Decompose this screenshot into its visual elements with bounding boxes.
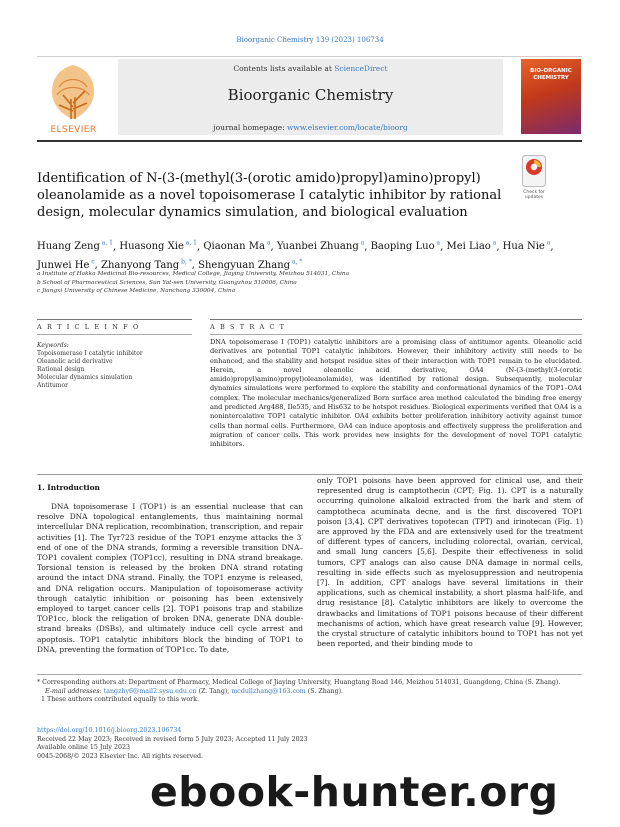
author[interactable] (37, 260, 95, 271)
intro-right-column: only TOP1 poisons have been approved for clinical use, and their represented drug is camptothecin (CPT; Fig. 1). CPT is a naturally occurring quinolone alkaloid extracted from the bark and stem of camptotheca acuminata decne, and is the first discovered TOP1 poison [3,4]. CPT derivatives topotecan (TPT) and irinotecan (Fig. 1) are approved by the FDA and are extensively used for the treatment of different types of cancers, including colorectal, ovarian, cervical, and small lung cancers [5,6]. Despite their effectiveness in solid tumors, CPT analogs can also cause DNA damage in normal cells, resulting in side effects such as myelosuppression and neutropenia [7]. In addition, CPT analogs have several limitations in their applications, such as chemical instability, a short plasma half-life, and drug resistance [8]. Catalytic inhibitors are likely to overcome the drawbacks and limitations of TOP1 poisons because of their different mechanisms of action, which have great research value [9]. However, the crystal structure of catalytic inhibitors bound to TOP1 has not yet been reported, and their binding mode to (317, 476, 583, 649)
author-affiliation-mark[interactable]: a (358, 240, 365, 247)
email-link-tang[interactable]: tangzhy6@mail2.sysu.edu.cn (103, 687, 197, 695)
email-owner-tang: (Z. Tang), (198, 687, 230, 695)
abstract-end-rule (37, 474, 582, 475)
author[interactable] (503, 241, 551, 252)
abstract-heading: A B S T R A C T (210, 323, 286, 331)
author-affiliation-mark[interactable]: b, * (179, 258, 192, 266)
available-online: Available online 15 July 2023 (37, 744, 131, 752)
contents-line (118, 64, 503, 73)
publisher-name: ELSEVIER (50, 125, 97, 135)
keywords-label: Keywords: (37, 342, 69, 349)
homepage-line (118, 123, 503, 132)
author-affiliation-mark[interactable]: a, 1 (99, 240, 113, 247)
journal-title: Bioorganic Chemistry (227, 86, 394, 104)
check-updates-line-1: Check for (523, 190, 545, 195)
author-name: Yuanbei Zhuang (276, 241, 359, 253)
author-affiliation-mark[interactable]: c (89, 258, 95, 266)
author-name: Qiaonan Ma (203, 241, 265, 253)
email-line (37, 688, 582, 697)
affiliation-a: a Institute of Hakka Medicinal Bio-resources, Medical College, Jiaying University, Meizhou 514031, China (37, 271, 350, 277)
keyword-item: Topoisomerase I catalytic inhibitor (37, 350, 143, 357)
author[interactable] (277, 241, 364, 252)
keywords-block (37, 342, 187, 390)
email-owner-zhang: (S. Zhang). (307, 687, 344, 695)
author-name: Zhanyong Tang (101, 259, 180, 271)
sciencedirect-link[interactable]: ScienceDirect (334, 64, 388, 73)
homepage-prefix: journal homepage: (213, 123, 288, 132)
author-affiliation-mark[interactable]: a (434, 240, 441, 247)
corresponding-note: * Corresponding authors at: Department of Pharmacy, Medical College of Jiaying University, Huangtang Road 146, Meizhou 514031, Guangdong, China (S. Zhang). (37, 679, 561, 686)
author[interactable] (446, 241, 496, 252)
affiliations (37, 270, 537, 296)
author-affiliation-mark[interactable]: a, * (290, 258, 303, 266)
author-name: Hua Nie (502, 241, 545, 253)
author[interactable] (119, 241, 197, 252)
author-name: Baoping Luo (370, 241, 435, 253)
author-name: Shengyuan Zhang (198, 259, 291, 271)
affiliation-b: b School of Pharmaceutical Sciences, Sun Yat-sen University, Guangzhou 510006, China (37, 279, 297, 286)
author[interactable] (371, 241, 441, 252)
article-metadata (37, 727, 437, 761)
keyword-item: Molecular dynamics simulation (37, 374, 133, 381)
header-top-rule (37, 56, 582, 57)
author-name: Huasong Xie (119, 241, 184, 253)
check-for-updates-label (512, 190, 556, 200)
intro-left-column: DNA topoisomerase I (TOP1) is an essential nuclease that can resolve DNA topological entanglements, thus maintaining normal intercellular DNA replication, recombination, transcription, and repair activities [1]. The Tyr723 residue of the TOP1 enzyme attacks the 3′ end of one of the DNA strands, forming a reversible transition DNA–TOP1 covalent complex (TOP1cc), resulting in DNA strand breakage. Torsional tension is released by the broken DNA strand rotating around the intact DNA strand. Finally, the TOP1 enzyme is released, and DNA religation occurs. Manipulation of topoisomerase activity through catalytic inhibition or poisoning has been extensively employed to target cancer cells [2]. TOP1 poisons trap and stabilize TOP1cc, block the religation of broken DNA, generate DNA double-strand breaks (DSBs), and ultimately induce cell cycle arrest and apoptosis. TOP1 catalytic inhibitors block the binding of TOP1 to DNA, preventing the formation of TOP1cc. To date, (37, 502, 303, 654)
article-info-bottom-rule (37, 334, 192, 335)
equal-contribution-note: 1 These authors contributed equally to this work. (41, 696, 200, 704)
author[interactable] (37, 241, 113, 252)
homepage-link[interactable]: www.elsevier.com/locate/bioorg (287, 123, 408, 132)
author-affiliation-mark[interactable]: a (544, 240, 551, 247)
article-info-top-rule (37, 319, 192, 320)
abstract-bottom-rule (210, 334, 582, 335)
article-info-heading: A R T I C L E I N F O (37, 323, 140, 331)
author-name: Junwei He (37, 259, 90, 271)
author-affiliation-mark[interactable]: a (490, 240, 497, 247)
introduction-heading: 1. Introduction (37, 483, 100, 492)
journal-cover-title (521, 68, 581, 82)
abstract-text: DNA topoisomerase I (TOP1) catalytic inhibitors are a promising class of antitumor agents. Oleanolic acid derivatives are potential TOP1 catalytic inhibitors. However, their inhibitory activity still needs to be enhanced, and the stability and hotspot residue sites of their interaction with TOP1 remain to be elucidated. Herein, a novel oleanolic acid derivative, OA4 (N-(3-(methyl(3-(orotic amido)propyl)amino)propyl)oleanolamide), was identified by rational design. Subsequently, molecular dynamics simulations were performed to explore the stability and conformational dynamics of the TOP1–OA4 complex. The molecular mechanics/generalized Born surface area method calculated the binding free energy and predicted Arg488, Ile535, and His632 to be hotspot residues. Biological experiments verified that OA4 is a nonintercalative TOP1 catalytic inhibitor. OA4 exhibits better proliferation inhibitory activity against tumor cells than normal cells. Furthermore, OA4 can induce apoptosis and effectively suppress the proliferation and migration of cancer cells. This work provides new insights for the development of novel TOP1 catalytic inhibitors. (210, 338, 582, 449)
author-list: Huang Zeng $^{a, 1}$, Huasong Xie $^{a, 1}$, Qiaonan Ma $^a$, Yuanbei Zhuang $^a$, Baoping Luo $^a$, Mei Liao $^a$, Hua Nie $^a$, Junwei He $^c$, Zhanyong Tang $^{b, *}$, Shengyuan Zhang $^{a, *}$ (37, 240, 554, 271)
footnotes (37, 679, 582, 705)
copyright-notice: 0045-2068/© 2023 Elsevier Inc. All rights reserved. (37, 752, 204, 760)
author-affiliation-mark[interactable]: a (264, 240, 271, 247)
keyword-item: Rational design (37, 366, 85, 373)
doi-link[interactable]: https://doi.org/10.1016/j.bioorg.2023.106734 (37, 727, 182, 734)
cover-title-line-2: CHEMISTRY (533, 75, 569, 81)
author-name: Huang Zeng (37, 241, 100, 253)
keyword-item: Antitumor (37, 382, 68, 389)
email-link-zhang[interactable]: mcdullzhang@163.com (231, 687, 306, 695)
check-for-updates-icon[interactable] (522, 155, 546, 187)
watermark-text: ebook-hunter.org (150, 768, 559, 816)
contents-prefix: Contents lists available at (233, 64, 335, 73)
abstract-top-rule (210, 319, 582, 320)
author[interactable] (198, 260, 302, 271)
article-title: Identification of N-(3-(methyl(3-(orotic amido)propyl)amino)propyl) oleanolamide as a novel topoisomerase I catalytic inhibitor by rational design, molecular dynamics simulation, and biological evaluation (37, 171, 502, 220)
author-affiliation-mark[interactable]: a, 1 (183, 240, 197, 247)
author[interactable] (203, 241, 270, 252)
keyword-item: Oleanolic acid derivative (37, 358, 113, 365)
author-name: Mei Liao (446, 241, 491, 253)
email-label: E-mail addresses: (45, 687, 102, 695)
footnote-rule (37, 674, 582, 675)
received-dates: Received 22 May 2023; Received in revised form 5 July 2023; Accepted 11 July 2023 (37, 735, 308, 743)
author[interactable] (101, 260, 192, 271)
affiliation-c: c Jiangxi University of Chinese Medicine, Nanchang 330004, China (37, 288, 236, 294)
header-bottom-rule (37, 140, 582, 142)
journal-citation[interactable]: Bioorganic Chemistry 139 (2023) 106734 (236, 36, 384, 44)
cover-title-line-1: BIO-ORGANIC (530, 68, 572, 74)
check-updates-line-2: updates (524, 195, 544, 200)
